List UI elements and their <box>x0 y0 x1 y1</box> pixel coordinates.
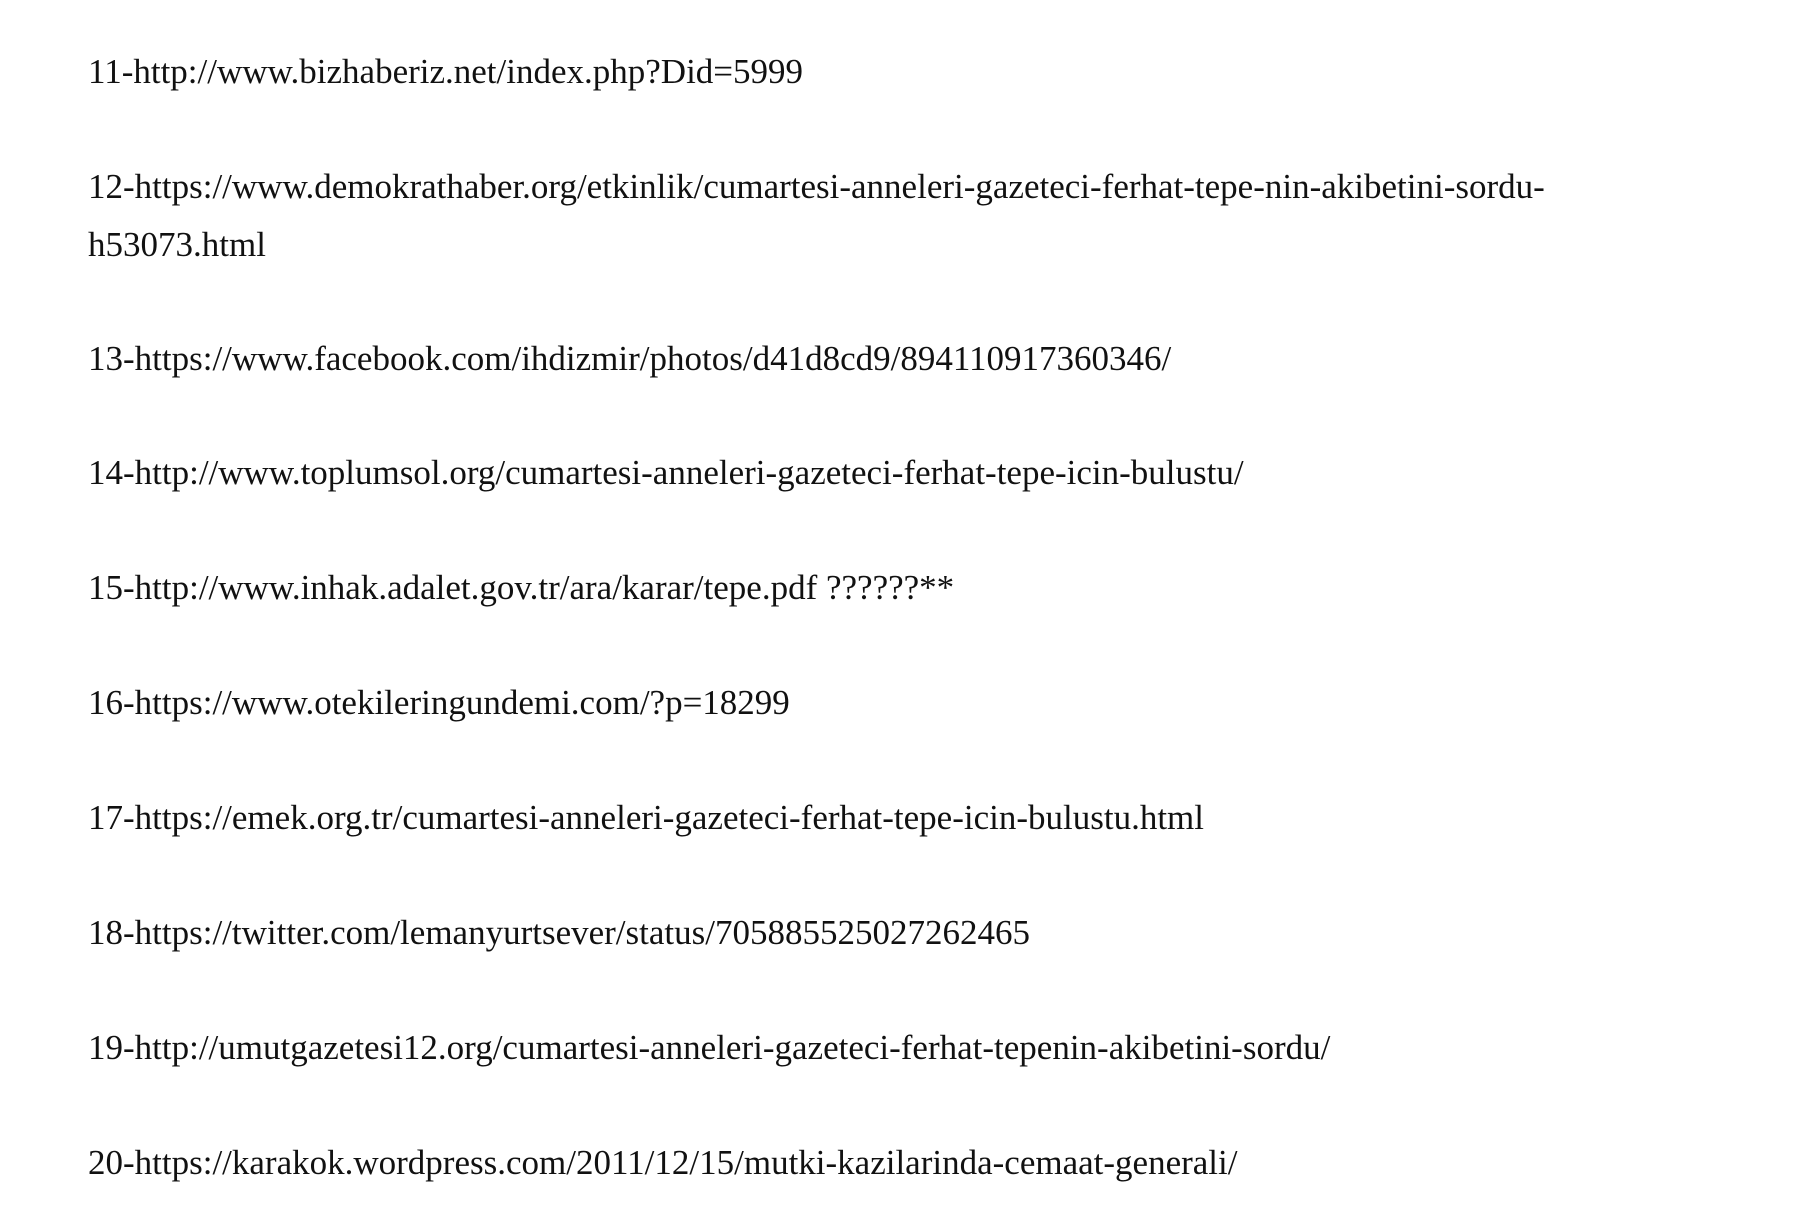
reference-item-13 <box>88 330 1748 388</box>
reference-text: 20-https://karakok.wordpress.com/2011/12/15/mutki-kazilarinda-cemaat-generali/ <box>88 1143 1238 1182</box>
reference-item-20 <box>88 1134 1748 1192</box>
reference-item-14 <box>88 444 1748 502</box>
reference-text: 15-http://www.inhak.adalet.gov.tr/ara/karar/tepe.pdf ??????** <box>88 568 955 607</box>
reference-item-19 <box>88 1019 1748 1077</box>
reference-item-11 <box>88 43 1748 101</box>
reference-text: 12-https://www.demokrathaber.org/etkinlik/cumartesi-anneleri-gazeteci-ferhat-tepe-nin-akibetini-sordu- <box>88 167 1545 206</box>
reference-item-18 <box>88 904 1748 962</box>
reference-text: 14-http://www.toplumsol.org/cumartesi-anneleri-gazeteci-ferhat-tepe-icin-bulustu/ <box>88 453 1244 492</box>
reference-text: 13-https://www.facebook.com/ihdizmir/photos/d41d8cd9/894110917360346/ <box>88 339 1172 378</box>
reference-text: 18-https://twitter.com/lemanyurtsever/status/705885525027262465 <box>88 913 1030 952</box>
reference-item-17 <box>88 789 1748 847</box>
reference-item-12 <box>88 158 1748 274</box>
reference-text-continued: h53073.html <box>88 225 266 264</box>
reference-text: 11-http://www.bizhaberiz.net/index.php?Did=5999 <box>88 52 804 91</box>
reference-text: 19-http://umutgazetesi12.org/cumartesi-anneleri-gazeteci-ferhat-tepenin-akibetini-sordu/ <box>88 1028 1331 1067</box>
reference-item-15 <box>88 559 1748 617</box>
reference-item-16 <box>88 674 1748 732</box>
reference-text: 16-https://www.otekileringundemi.com/?p=18299 <box>88 683 790 722</box>
reference-text: 17-https://emek.org.tr/cumartesi-anneleri-gazeteci-ferhat-tepe-icin-bulustu.html <box>88 798 1205 837</box>
